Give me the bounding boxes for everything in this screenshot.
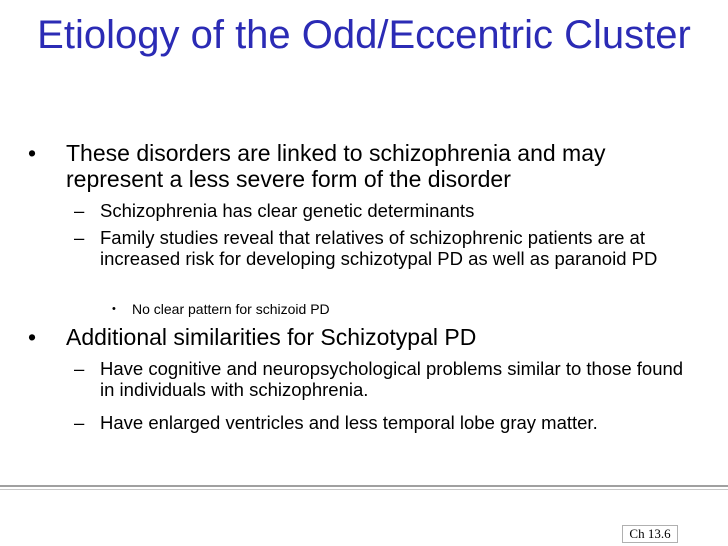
- sub-bullet-text: Schizophrenia has clear genetic determinants: [100, 200, 475, 221]
- sub-sub-bullet-text: No clear pattern for schizoid PD: [132, 301, 330, 317]
- footer-divider: [0, 485, 728, 487]
- slide-number: Ch 13.6: [622, 525, 678, 543]
- sub-bullet-marker: –: [74, 358, 85, 379]
- sub-sub-bullet-marker: •: [112, 303, 116, 315]
- sub-bullet-marker: –: [74, 412, 85, 433]
- sub-bullet-text: Family studies reveal that relatives of schizophrenic patients are at increased risk for developing schizotypal PD as well as paranoid PD: [100, 227, 658, 269]
- sub-bullet-text: Have enlarged ventricles and less temporal lobe gray matter.: [100, 412, 598, 433]
- bullet-marker: •: [28, 140, 37, 166]
- sub-bullet-text: Have cognitive and neuropsychological problems similar to those found in individuals with schizophrenia.: [100, 358, 684, 400]
- bullet-text: These disorders are linked to schizophrenia and may represent a less severe form of the disorder: [66, 140, 606, 192]
- sub-bullet-marker: –: [74, 200, 85, 221]
- bullet-marker: •: [28, 324, 37, 350]
- bullet-text: Additional similarities for Schizotypal PD: [66, 324, 477, 350]
- footer-divider-thin: [0, 489, 728, 490]
- sub-bullet-marker: –: [74, 227, 85, 248]
- slide-title: Etiology of the Odd/Eccentric Cluster: [37, 13, 691, 57]
